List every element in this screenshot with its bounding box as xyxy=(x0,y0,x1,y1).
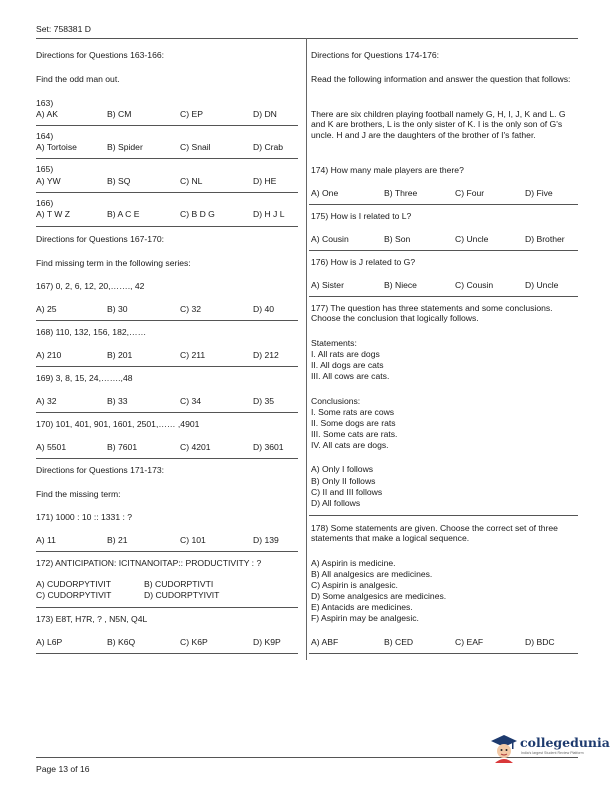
divider xyxy=(309,250,578,251)
option[interactable]: A) 11 xyxy=(36,535,56,545)
statement: E) Antacids are medicines. xyxy=(311,602,413,612)
divider xyxy=(36,320,298,321)
option[interactable]: B) K6Q xyxy=(107,637,136,647)
option[interactable]: D) BDC xyxy=(525,637,555,647)
q169-text: 169) 3, 8, 15, 24,…….,48 xyxy=(36,373,133,383)
directions-163-166-sub: Find the odd man out. xyxy=(36,74,120,84)
graduate-mascot-icon xyxy=(490,733,518,763)
option[interactable]: A) Sister xyxy=(311,280,344,290)
q163-number: 163) xyxy=(36,98,54,108)
option[interactable]: C) Snail xyxy=(180,142,211,152)
option[interactable]: A) One xyxy=(311,188,339,198)
option[interactable]: B) 7601 xyxy=(107,442,138,452)
q172-text: 172) ANTICIPATION: ICITNANOITAP:: PRODUCTIVITY : ? xyxy=(36,558,262,568)
statement: C) Aspirin is analgesic. xyxy=(311,580,398,590)
option[interactable]: D) HE xyxy=(253,176,277,186)
option[interactable]: A) 5501 xyxy=(36,442,67,452)
q167-text: 167) 0, 2, 6, 12, 20,……., 42 xyxy=(36,281,145,291)
divider xyxy=(36,412,298,413)
option[interactable]: C) 4201 xyxy=(180,442,211,452)
option[interactable]: A) ABF xyxy=(311,637,339,647)
divider xyxy=(309,653,578,654)
statement: II. All dogs are cats xyxy=(311,360,384,370)
option[interactable]: D) Crab xyxy=(253,142,284,152)
q164-number: 164) xyxy=(36,131,54,141)
option[interactable]: C) EAF xyxy=(455,637,484,647)
option[interactable]: A) T W Z xyxy=(36,209,71,219)
option[interactable]: A) 25 xyxy=(36,304,57,314)
option[interactable]: B) CUDORPTIVTI xyxy=(144,579,214,589)
option[interactable]: A) L6P xyxy=(36,637,63,647)
option[interactable]: B) A C E xyxy=(107,209,140,219)
directions-174-176-sub: Read the following information and answer the question that follows: xyxy=(311,74,571,84)
column-divider xyxy=(306,38,307,660)
option[interactable]: B) 33 xyxy=(107,396,128,406)
statement: B) All analgesics are medicines. xyxy=(311,569,433,579)
q178-text: 178) Some statements are given. Choose the correct set of three statements that make a logical sequence. xyxy=(311,523,558,544)
q175-text: 175) How is I related to L? xyxy=(311,211,412,221)
q176-text: 176) How is J related to G? xyxy=(311,257,416,267)
option[interactable]: B) Spider xyxy=(107,142,143,152)
directions-171-173: Directions for Questions 171-173: xyxy=(36,465,165,475)
directions-167-170-sub: Find missing term in the following series: xyxy=(36,258,191,268)
option[interactable]: C) 34 xyxy=(180,396,202,406)
logo-wordmark: collegedunia xyxy=(520,735,610,750)
option[interactable]: A) 32 xyxy=(36,396,57,406)
option[interactable]: D) 139 xyxy=(253,535,279,545)
option[interactable]: C) 211 xyxy=(180,350,206,360)
divider xyxy=(36,458,298,459)
q173-text: 173) E8T, H7R, ? , N5N, Q4L xyxy=(36,614,148,624)
option[interactable]: C) 101 xyxy=(180,535,206,545)
option[interactable]: C) CUDORPYTIVIT xyxy=(36,590,112,600)
option[interactable]: C) II and III follows xyxy=(311,487,383,497)
set-number: Set: 758381 D xyxy=(36,24,91,34)
divider xyxy=(36,653,298,654)
option[interactable]: A) 210 xyxy=(36,350,62,360)
q165-number: 165) xyxy=(36,164,54,174)
option[interactable]: C) Uncle xyxy=(455,234,489,244)
option[interactable]: C) K6P xyxy=(180,637,208,647)
directions-174-176: Directions for Questions 174-176: xyxy=(311,50,440,60)
collegedunia-logo xyxy=(490,731,610,765)
option[interactable]: D) K9P xyxy=(253,637,281,647)
statement: D) Some analgesics are medicines. xyxy=(311,591,447,601)
divider xyxy=(36,607,298,608)
divider xyxy=(36,366,298,367)
directions-163-166: Directions for Questions 163-166: xyxy=(36,50,165,60)
option[interactable]: B) Niece xyxy=(384,280,417,290)
divider xyxy=(36,125,298,126)
statement: III. All cows are cats. xyxy=(311,371,390,381)
option[interactable]: C) B D G xyxy=(180,209,215,219)
option[interactable]: A) AK xyxy=(36,109,58,119)
option[interactable]: D) 3601 xyxy=(253,442,284,452)
option[interactable]: C) NL xyxy=(180,176,203,186)
option[interactable]: D) 212 xyxy=(253,350,279,360)
option[interactable]: B) CED xyxy=(384,637,414,647)
conclusion: II. Some dogs are rats xyxy=(311,418,396,428)
q177-conclusions-heading: Conclusions: xyxy=(311,396,361,406)
logo-tagline: India's largest Student Review Platform xyxy=(521,751,584,755)
statement: A) Aspirin is medicine. xyxy=(311,558,396,568)
option[interactable]: D) DN xyxy=(253,109,277,119)
divider xyxy=(309,204,578,205)
divider xyxy=(36,158,298,159)
divider xyxy=(36,551,298,552)
option[interactable]: A) Tortoise xyxy=(36,142,77,152)
option[interactable]: B) 21 xyxy=(107,535,128,545)
family-passage: There are six children playing football namely G, H, I, J, K and L. G and K are brothers, L is the only sister of K. I is the only son of G's uncle. H and J are the daughters of the brother of I's father. xyxy=(311,109,566,140)
option[interactable]: C) EP xyxy=(180,109,203,119)
option[interactable]: D) 40 xyxy=(253,304,275,314)
statement: I. All rats are dogs xyxy=(311,349,380,359)
option[interactable]: D) CUDORPTYIVIT xyxy=(144,590,220,600)
option[interactable]: D) Uncle xyxy=(525,280,559,290)
q170-text: 170) 101, 401, 901, 1601, 2501,…… ,4901 xyxy=(36,419,200,429)
option[interactable]: D) H J L xyxy=(253,209,285,219)
conclusion: I. Some rats are cows xyxy=(311,407,395,417)
option[interactable]: B) 30 xyxy=(107,304,128,314)
directions-171-173-sub: Find the missing term: xyxy=(36,489,121,499)
directions-167-170: Directions for Questions 167-170: xyxy=(36,234,165,244)
option[interactable]: C) Four xyxy=(455,188,485,198)
option[interactable]: B) SQ xyxy=(107,176,131,186)
option[interactable]: B) CM xyxy=(107,109,132,119)
option[interactable]: C) 32 xyxy=(180,304,202,314)
option[interactable]: B) Three xyxy=(384,188,418,198)
option[interactable]: D) 35 xyxy=(253,396,275,406)
divider xyxy=(309,296,578,297)
option[interactable]: A) YW xyxy=(36,176,61,186)
option[interactable]: A) Cousin xyxy=(311,234,349,244)
header-rule xyxy=(36,38,578,39)
option[interactable]: D) Five xyxy=(525,188,553,198)
option[interactable]: D) All follows xyxy=(311,498,361,508)
divider xyxy=(36,192,298,193)
page-number: Page 13 of 16 xyxy=(36,764,90,774)
option[interactable]: A) CUDORPYTIVIT xyxy=(36,579,111,589)
option[interactable]: B) Only II follows xyxy=(311,476,376,486)
option[interactable]: D) Brother xyxy=(525,234,565,244)
option[interactable]: C) Cousin xyxy=(455,280,494,290)
option[interactable]: B) Son xyxy=(384,234,411,244)
q171-text: 171) 1000 : 10 :: 1331 : ? xyxy=(36,512,133,522)
q168-text: 168) 110, 132, 156, 182,…… xyxy=(36,327,147,337)
q177-statements-heading: Statements: xyxy=(311,338,357,348)
conclusion: III. Some cats are rats. xyxy=(311,429,398,439)
option[interactable]: A) Only I follows xyxy=(311,464,374,474)
divider xyxy=(309,515,578,516)
conclusion: IV. All cats are dogs. xyxy=(311,440,389,450)
q177-text: 177) The question has three statements and some conclusions. Choose the conclusion that logically follows. xyxy=(311,303,553,324)
option[interactable]: B) 201 xyxy=(107,350,133,360)
q166-number: 166) xyxy=(36,198,54,208)
q174-text: 174) How many male players are there? xyxy=(311,165,464,175)
statement: F) Aspirin may be analgesic. xyxy=(311,613,419,623)
divider xyxy=(36,226,298,227)
